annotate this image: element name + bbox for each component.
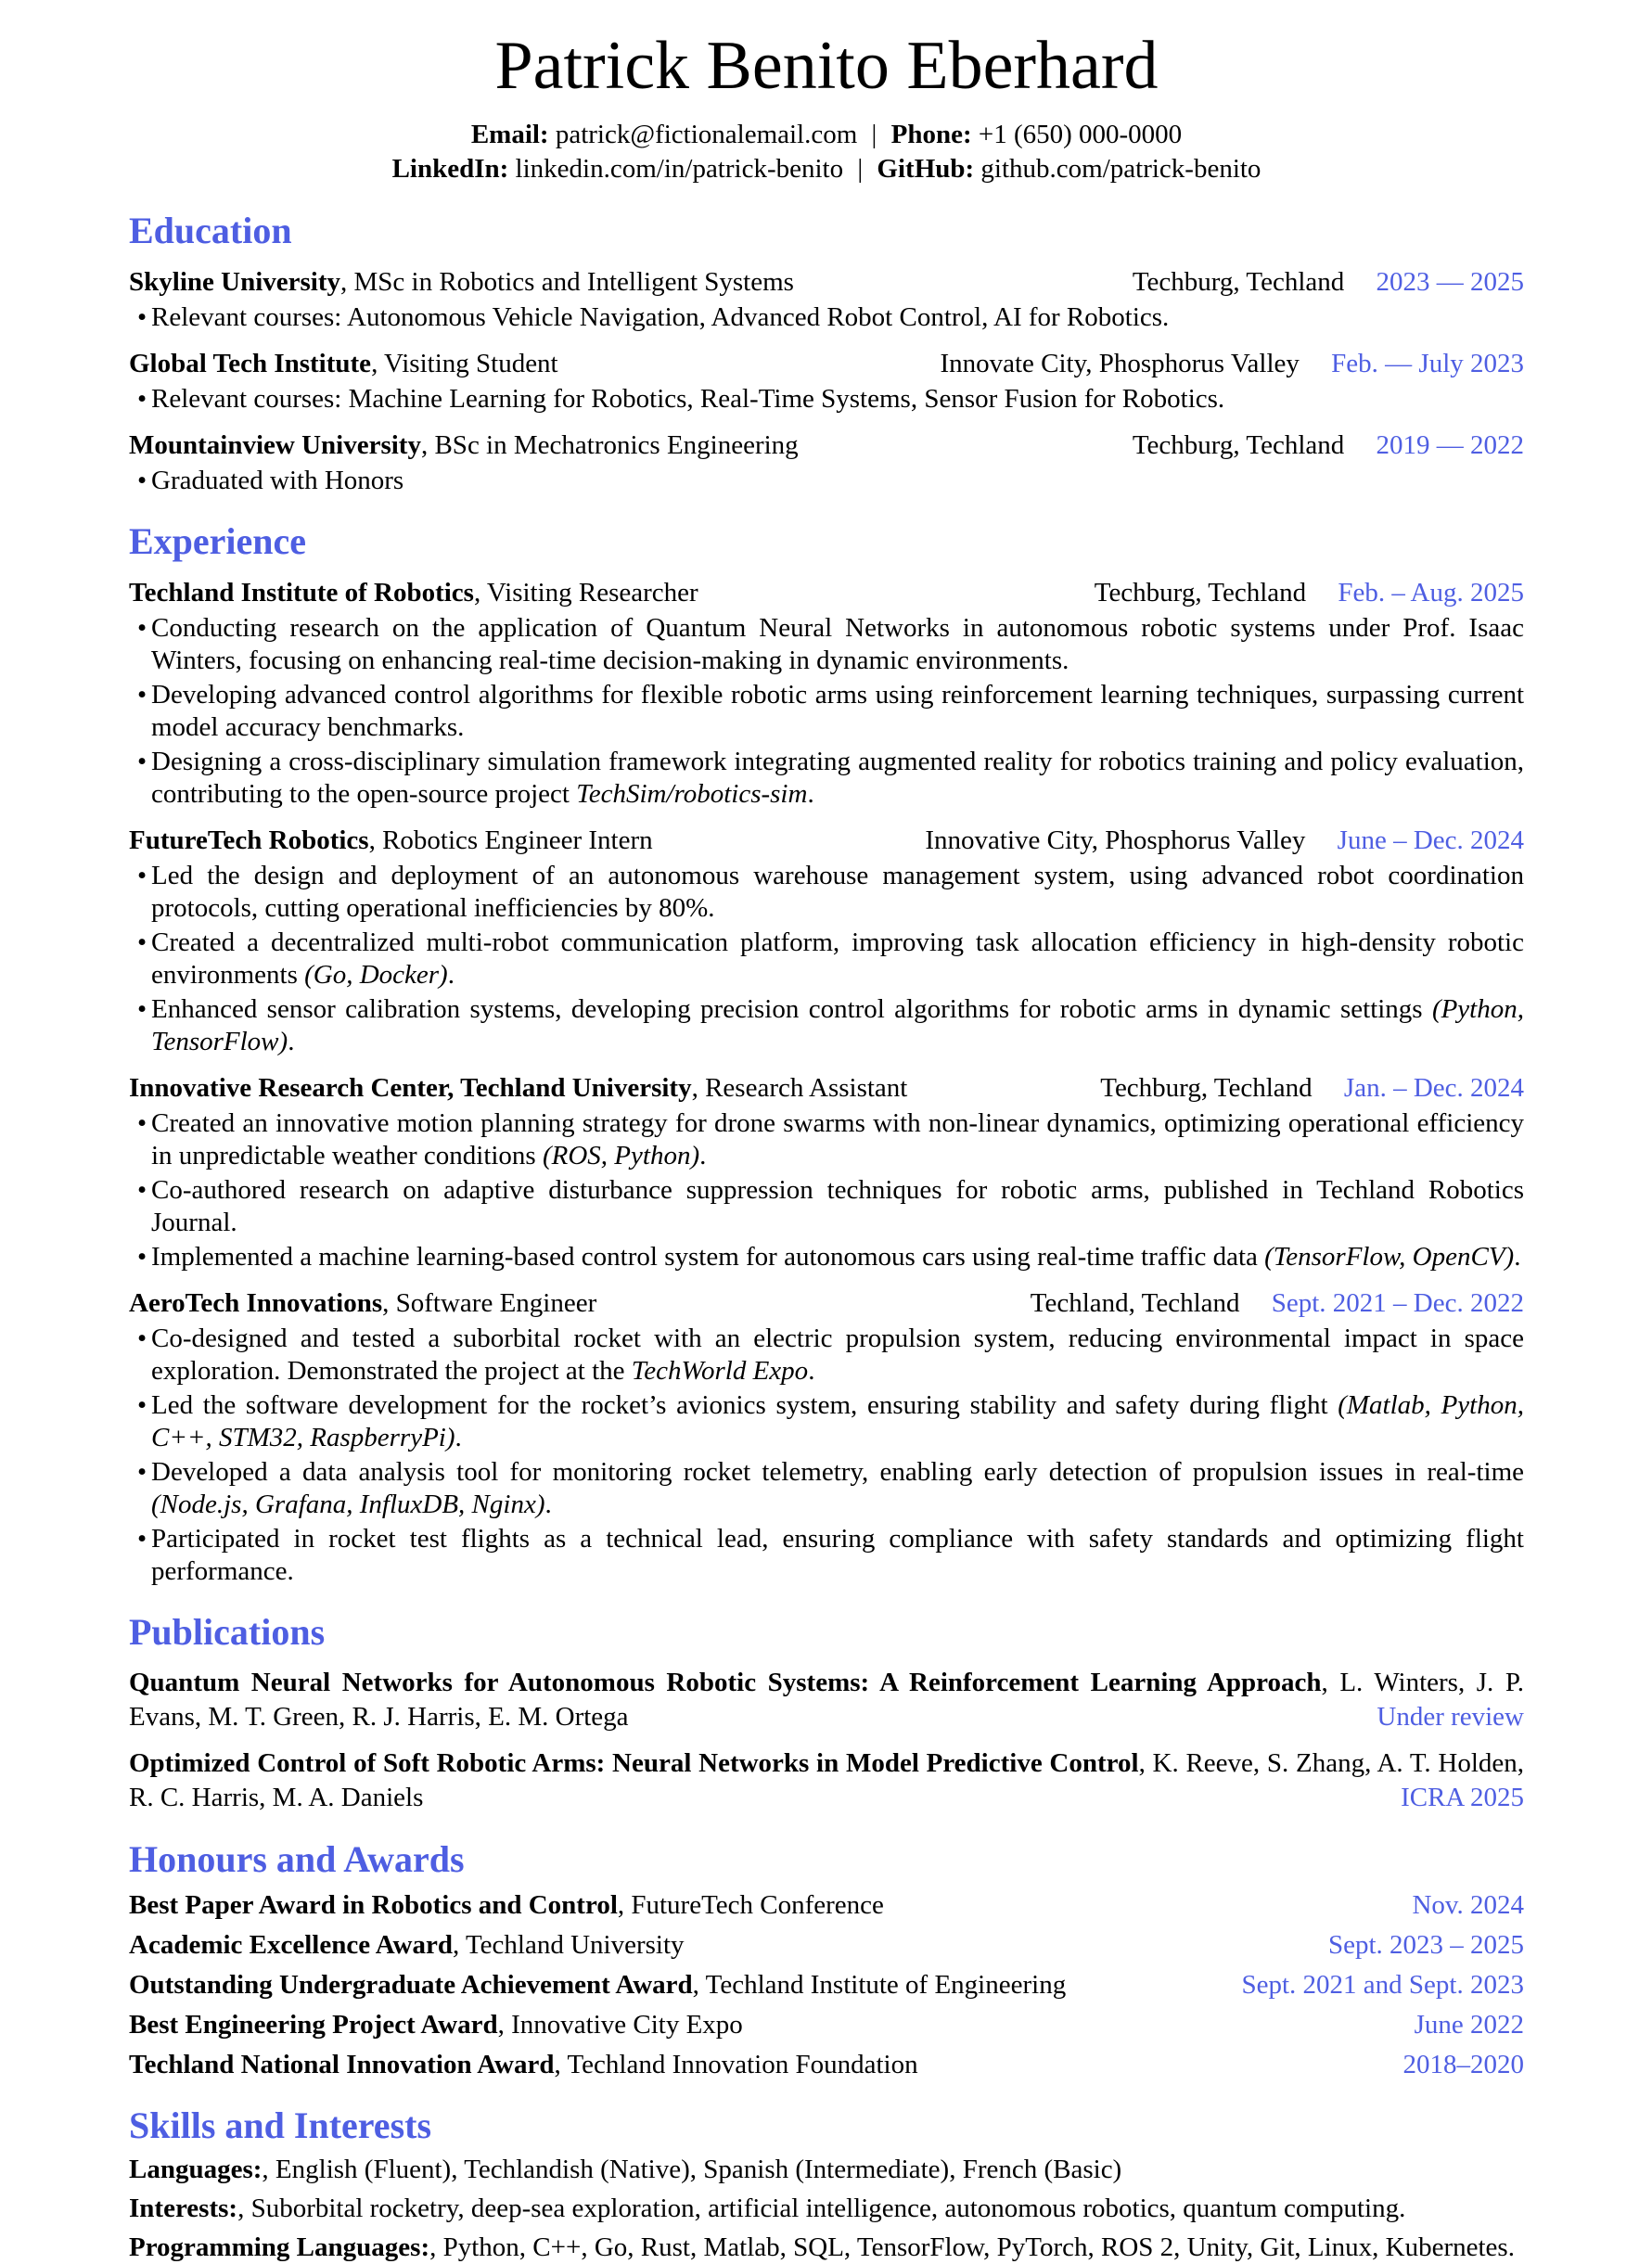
bullet-list	[129, 383, 1524, 416]
publication-authors: , L. Winters, J. P. Evans, M. T. Green, R. J. Harris, E. M. Ortega	[129, 1668, 1525, 1733]
education-entry	[129, 429, 1524, 497]
section-education	[129, 209, 1524, 497]
entry-title	[129, 1287, 596, 1320]
email-label: Email:	[470, 119, 549, 149]
bullet-item: • Relevant courses: Autonomous Vehicle Navigation, Advanced Robot Control, AI for Robotics.	[137, 301, 1524, 334]
award-name: Academic Excellence Award	[129, 1929, 453, 1960]
skill-row	[129, 2153, 1524, 2186]
award-org: , Innovative City Expo	[497, 2009, 743, 2040]
entry-header	[129, 348, 1524, 380]
entry-title	[129, 348, 558, 380]
entry-role: , Visiting Researcher	[473, 578, 698, 608]
publication-item	[129, 1666, 1524, 1734]
award-date: Sept. 2021 and Sept. 2023	[1241, 1969, 1524, 2000]
publication-status: Under review	[1364, 1700, 1524, 1734]
phone-value: +1 (650) 000-0000	[978, 119, 1183, 149]
publication-items	[129, 1666, 1524, 1815]
award-rows	[129, 1889, 1524, 2081]
candidate-name: Patrick Benito Eberhard	[494, 28, 1159, 104]
entry-role: , Research Assistant	[691, 1073, 908, 1104]
award-row	[129, 1889, 1524, 1922]
entry-title	[129, 429, 799, 462]
skill-text: , Suborbital rocketry, deep-sea exploration, artificial intelligence, autonomous robotics, quantum computing.	[237, 2193, 1406, 2223]
entry-location: Techburg, Techland	[1132, 430, 1345, 461]
entry-dates: June – Dec. 2024	[1337, 825, 1524, 856]
education-entry	[129, 348, 1524, 416]
publication-item	[129, 1746, 1524, 1815]
entry-location: Innovate City, Phosphorus Valley	[940, 349, 1300, 379]
award-org: , Techland Institute of Engineering	[692, 1969, 1067, 2000]
award-date: June 2022	[1414, 2009, 1524, 2040]
entry-company: Innovative Research Center, Techland University	[129, 1073, 692, 1104]
skill-row	[129, 2192, 1524, 2225]
entry-dates: Feb. – Aug. 2025	[1338, 578, 1524, 608]
award-date: Nov. 2024	[1412, 1889, 1524, 1920]
github-label: GitHub:	[877, 153, 975, 184]
bullet-list	[129, 465, 1524, 497]
bullet-list	[129, 1323, 1524, 1588]
entry-institution: Mountainview University	[129, 430, 421, 461]
experience-entry	[129, 825, 1524, 1058]
bullet-list	[129, 860, 1524, 1058]
experience-entries	[129, 577, 1524, 1588]
entry-role: , Software Engineer	[382, 1288, 597, 1319]
entry-degree: , Visiting Student	[371, 349, 558, 379]
bullet-item: • Created a decentralized multi-robot communication platform, improving task allocation efficiency in high-density robotic environments (Go, Docker).	[137, 927, 1524, 991]
entry-institution: Global Tech Institute	[129, 349, 372, 379]
entry-meta	[1095, 577, 1524, 609]
award-row	[129, 1929, 1524, 1962]
entry-meta	[1133, 266, 1524, 299]
entry-institution: Skyline University	[129, 267, 340, 298]
skill-text: , Python, C++, Go, Rust, Matlab, SQL, TensorFlow, PyTorch, ROS 2, Unity, Git, Linux, Kubernetes.	[429, 2232, 1515, 2262]
award-org: , Techland Innovation Foundation	[554, 2049, 918, 2079]
entry-title	[129, 1072, 907, 1105]
experience-entry	[129, 1287, 1524, 1588]
entry-dates: Jan. – Dec. 2024	[1343, 1073, 1524, 1104]
entry-title	[129, 577, 698, 609]
bullet-item: • Relevant courses: Machine Learning for Robotics, Real-Time Systems, Sensor Fusion for Robotics.	[137, 383, 1524, 416]
award-row	[129, 1969, 1524, 2002]
award-date: 2018–2020	[1402, 2049, 1524, 2079]
entry-degree: , BSc in Mechatronics Engineering	[420, 430, 799, 461]
resume-header	[129, 28, 1524, 186]
bullet-item: • Led the design and deployment of an autonomous warehouse management system, using advanced robot coordination protocols, cutting operational inefficiencies by 80%.	[137, 860, 1524, 925]
award-text	[129, 1929, 685, 1962]
bullet-item: • Conducting research on the application of Quantum Neural Networks in autonomous robotic systems under Prof. Isaac Winters, focusing on enhancing real-time decision-making in dynamic environments.	[137, 612, 1524, 677]
award-name: Best Engineering Project Award	[129, 2009, 498, 2040]
skill-label: Programming Languages:	[129, 2232, 430, 2262]
section-honours	[129, 1837, 1524, 2080]
entry-meta	[1100, 1072, 1524, 1105]
linkedin-label: LinkedIn:	[391, 153, 509, 184]
award-row	[129, 2009, 1524, 2041]
entry-company: AeroTech Innovations	[129, 1288, 383, 1319]
publication-title: Optimized Control of Soft Robotic Arms: Neural Networks in Model Predictive Control	[129, 1748, 1139, 1779]
skill-label: Interests:	[129, 2193, 238, 2223]
section-title-publications: Publications	[129, 1611, 326, 1654]
bullet-item: • Implemented a machine learning-based control system for autonomous cars using real-time traffic data (TensorFlow, OpenCV).	[137, 1241, 1524, 1273]
award-row	[129, 2049, 1524, 2081]
bullet-list	[129, 1107, 1524, 1273]
section-publications	[129, 1610, 1524, 1815]
publication-title: Quantum Neural Networks for Autonomous Robotic Systems: A Reinforcement Learning Approach	[129, 1668, 1322, 1698]
section-title-skills: Skills and Interests	[129, 2104, 432, 2146]
experience-entry	[129, 1072, 1524, 1273]
entry-dates: 2019 — 2022	[1376, 430, 1524, 461]
bullet-item: • Developing advanced control algorithms for flexible robotic arms using reinforcement learning techniques, surpassing current model accuracy benchmarks.	[137, 679, 1524, 744]
bullet-item: • Created an innovative motion planning strategy for drone swarms with non-linear dynamics, optimizing operational efficiency in unpredictable weather conditions (ROS, Python).	[137, 1107, 1524, 1172]
education-entries	[129, 266, 1524, 497]
entry-meta	[1031, 1287, 1524, 1320]
award-text	[129, 2009, 743, 2041]
github-value: github.com/patrick-benito	[980, 153, 1261, 184]
section-title-education: Education	[129, 209, 292, 251]
bullet-item: • Designing a cross-disciplinary simulation framework integrating augmented reality for robotics training and policy evaluation, contributing to the open-source project TechSim/robotics-sim.	[137, 746, 1524, 811]
entry-location: Techland, Techland	[1030, 1288, 1240, 1319]
award-text	[129, 1889, 884, 1922]
skill-row	[129, 2231, 1524, 2264]
bullet-item: • Co-designed and tested a suborbital rocket with an electric propulsion system, reducing environmental impact in space exploration. Demonstrated the project at the TechWorld Expo.	[137, 1323, 1524, 1388]
award-text	[129, 1969, 1066, 2002]
entry-header	[129, 429, 1524, 462]
publication-status: ICRA 2025	[1388, 1781, 1524, 1815]
entry-role: , Robotics Engineer Intern	[368, 825, 653, 856]
entry-location: Techburg, Techland	[1094, 578, 1307, 608]
award-name: Best Paper Award in Robotics and Control	[129, 1889, 618, 1920]
award-name: Techland National Innovation Award	[129, 2049, 555, 2079]
skill-text: , English (Fluent), Techlandish (Native), Spanish (Intermediate), French (Basic)	[262, 2154, 1122, 2184]
contact-separator: |	[871, 119, 877, 149]
entry-title	[129, 825, 653, 857]
contact-line-email-phone	[129, 118, 1524, 152]
entry-company: Techland Institute of Robotics	[129, 578, 474, 608]
phone-label: Phone:	[890, 119, 972, 149]
experience-entry	[129, 577, 1524, 811]
award-org: , Techland University	[452, 1929, 685, 1960]
entry-dates: 2023 — 2025	[1376, 267, 1524, 298]
entry-location: Techburg, Techland	[1132, 267, 1345, 298]
entry-meta	[1133, 429, 1524, 462]
education-entry	[129, 266, 1524, 334]
contact-line-linkedin-github	[129, 152, 1524, 186]
section-title-experience: Experience	[129, 520, 307, 563]
entry-title	[129, 266, 794, 299]
entry-company: FutureTech Robotics	[129, 825, 369, 856]
bullet-list	[129, 612, 1524, 811]
entry-location: Innovative City, Phosphorus Valley	[925, 825, 1306, 856]
section-skills	[129, 2104, 1524, 2264]
contact-separator: |	[857, 153, 864, 184]
award-text	[129, 2049, 918, 2081]
bullet-item: • Enhanced sensor calibration systems, developing precision control algorithms for robotic arms in dynamic settings (Python, TensorFlow).	[137, 993, 1524, 1058]
award-name: Outstanding Undergraduate Achievement Award	[129, 1969, 693, 2000]
entry-dates: Feb. — July 2023	[1331, 349, 1524, 379]
award-org: , FutureTech Conference	[617, 1889, 884, 1920]
skill-rows	[129, 2153, 1524, 2264]
entry-dates: Sept. 2021 – Dec. 2022	[1271, 1288, 1524, 1319]
bullet-item: • Led the software development for the rocket’s avionics system, ensuring stability and safety during flight (Matlab, Python, C++, STM32, RaspberryPi).	[137, 1389, 1524, 1454]
entry-location: Techburg, Techland	[1100, 1073, 1313, 1104]
entry-header	[129, 266, 1524, 299]
bullet-item: • Co-authored research on adaptive disturbance suppression techniques for robotic arms, published in Techland Robotics Journal.	[137, 1174, 1524, 1239]
bullet-item: • Graduated with Honors	[137, 465, 1524, 497]
publication-authors: , K. Reeve, S. Zhang, A. T. Holden, R. C. Harris, M. A. Daniels	[129, 1748, 1524, 1813]
skill-label: Languages:	[129, 2154, 263, 2184]
section-title-honours: Honours and Awards	[129, 1838, 465, 1881]
section-experience	[129, 519, 1524, 1588]
entry-meta	[925, 825, 1524, 857]
entry-header	[129, 1287, 1524, 1320]
entry-degree: , MSc in Robotics and Intelligent Systems	[340, 267, 794, 298]
entry-header	[129, 825, 1524, 857]
bullet-item: • Developed a data analysis tool for monitoring rocket telemetry, enabling early detection of propulsion issues in real-time (Node.js, Grafana, InfluxDB, Nginx).	[137, 1456, 1524, 1521]
bullet-list	[129, 301, 1524, 334]
entry-header	[129, 1072, 1524, 1105]
linkedin-value: linkedin.com/in/patrick-benito	[515, 153, 844, 184]
email-value: patrick@fictionalemail.com	[555, 119, 858, 149]
entry-meta	[940, 348, 1524, 380]
entry-header	[129, 577, 1524, 609]
bullet-item: • Participated in rocket test flights as a technical lead, ensuring compliance with safety standards and optimizing flight performance.	[137, 1523, 1524, 1588]
award-date: Sept. 2023 – 2025	[1327, 1929, 1524, 1960]
